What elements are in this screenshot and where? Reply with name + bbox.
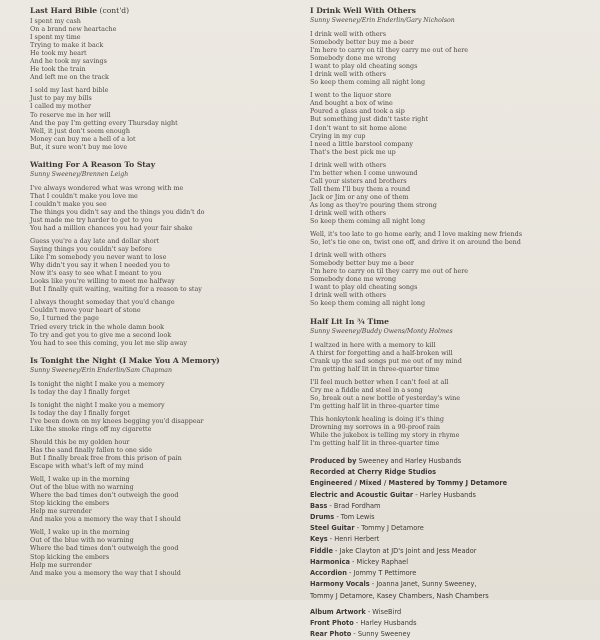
lyric-line: I called my mother (30, 102, 92, 111)
lyric-line: And make you a memory the way that I should (30, 515, 181, 524)
lyric-line: Is today the day I finally forget (30, 408, 131, 417)
credit-separator: - (327, 535, 335, 544)
lyric-line: Saying things you couldn't say before (30, 245, 152, 254)
lyric-line: A thirst for forgetting and a half-broken will (310, 348, 453, 357)
credit-name: Harley Husbands (360, 618, 417, 627)
lyric-line: Out of the blue with no warning (30, 483, 134, 492)
credit-name: Brad Fordham (333, 501, 381, 510)
lyric-line: Where the bad times don't outweigh the good (30, 491, 179, 500)
song-title (310, 317, 595, 327)
lyric-line: I'll feel much better when I can't feel at all (310, 377, 449, 386)
lyric-line: Somebody better buy me a beer (310, 38, 414, 47)
credit-name: Jake Clayton at JD's Joint and Jess Meador (339, 546, 477, 555)
lyric-line: That I couldn't make you love me (30, 191, 138, 200)
lyric-line: Like the smoke rings off my cigarette (30, 424, 152, 433)
lyric-stanza (310, 161, 595, 225)
credit-separator: - (354, 524, 362, 533)
lyric-line: Well, it's too late to go home early, and I love making new friends (310, 230, 523, 239)
credit-role: Produced by (310, 457, 357, 466)
lyric-line: Couldn't move your heart of stone (30, 306, 141, 315)
credit-line (310, 512, 595, 523)
credit-line (310, 618, 595, 629)
credit-role: Recorded at Cherry Ridge Studios (310, 468, 437, 477)
credit-line (310, 557, 595, 568)
lyric-stanza (310, 341, 595, 373)
song-title-text: Waiting For A Reason To Stay (30, 159, 156, 169)
lyric-line: I drink well with others (310, 160, 387, 169)
lyric-line: I sold my last hard bible (30, 86, 109, 95)
lyric-line: Just to pay my bills (30, 94, 92, 103)
song-block (310, 6, 595, 308)
songwriter-credit: Sunny Sweeney/Buddy Owens/Monty Holmes (310, 327, 453, 335)
lyric-line: Call your sisters and brothers (310, 176, 407, 185)
lyric-line: The things you didn't say and the things you didn't do (30, 207, 205, 216)
songwriter-credit: Sunny Sweeney/Brennen Leigh (30, 170, 129, 178)
lyric-line: That's the best pick me up (310, 147, 396, 156)
lyric-line: This honkytonk healing is doing it's thing (310, 414, 444, 423)
lyric-line: While the jukebox is telling my story in rhyme (310, 430, 460, 439)
lyric-line: Well, I wake up in the morning (30, 475, 130, 484)
lyric-line: Escape with what's left of my mind (30, 462, 144, 471)
credit-separator: - (332, 546, 340, 555)
song-title-text: Last Hard Bible (30, 6, 98, 15)
lyric-line: So keep them coming all night long (310, 299, 426, 308)
credit-role: Front Photo (310, 618, 354, 627)
lyric-stanza (30, 528, 292, 576)
credit-separator: - (349, 557, 357, 566)
credit-name: Mickey Raphael (356, 557, 409, 566)
credit-line (310, 629, 595, 640)
lyric-line: I'm here to carry on til they carry me out of here (310, 267, 469, 276)
credit-name: Tommy J Detamore, Kasey Chambers, Nash Chambers (310, 591, 489, 600)
credit-line (310, 534, 595, 545)
lyric-line: Somebody done me wrong (310, 275, 397, 284)
lyric-line: Poured a glass and took a sip (310, 107, 405, 116)
lyric-line: I'm getting half lit in three-quarter time (310, 401, 440, 410)
song-block (30, 356, 292, 577)
credit-line (310, 490, 595, 501)
lyric-line: Crank up the sad songs put me out of my mind (310, 356, 462, 365)
song-title-suffix: (cont'd) (97, 6, 130, 15)
credit-name: Sweeney and Harley Husbands (358, 457, 462, 466)
lyric-line: And bought a box of wine (310, 99, 393, 108)
credit-separator: - (334, 513, 341, 522)
lyric-line: Is tonight the night I make you a memory (30, 379, 165, 388)
left-column (30, 6, 292, 586)
credit-role: Fiddle (310, 546, 333, 555)
lyric-line: As long as they're pouring them strong (310, 200, 437, 209)
lyric-line: Like I'm somebody you never want to lose (30, 253, 167, 262)
lyric-line: I drink well with others (310, 291, 387, 300)
credit-line (310, 568, 595, 579)
song-block (30, 6, 292, 151)
lyric-stanza (310, 91, 595, 155)
lyric-line: And make you a memory the way that I should (30, 568, 181, 577)
lyric-line: Help me surrender (30, 560, 92, 569)
lyric-line: Cry me a fiddle and steel in a song (310, 385, 423, 394)
credit-separator: - (353, 618, 361, 627)
lyric-line: Out of the blue with no warning (30, 536, 134, 545)
lyric-line: Looks like you're willing to meet me halfway (30, 277, 175, 286)
credit-line (310, 523, 595, 534)
credit-line (310, 607, 595, 618)
credit-name: WiseBird (372, 607, 402, 616)
credit-line (310, 591, 595, 602)
lyric-stanza (30, 298, 292, 346)
lyric-line: I'm getting half lit in three-quarter time (310, 364, 440, 373)
credit-line (310, 478, 595, 489)
credit-name: Joanna Janet, Sunny Sweeney, (376, 580, 477, 589)
lyric-line: Tell them I'll buy them a round (310, 184, 411, 193)
lyric-line: I've always wondered what was wrong with me (30, 183, 184, 192)
credit-name: Sunny Sweeney (357, 630, 411, 639)
lyric-line: But I finally quit waiting, waiting for a reason to stay (30, 285, 202, 294)
song-title (30, 6, 292, 16)
lyric-line: I've been down on my knees begging you'd disappear (30, 416, 204, 425)
lyric-line: Crying in my cup (310, 131, 366, 140)
lyric-stanza (30, 86, 292, 150)
credit-name: Jommy T Pettimore (353, 569, 417, 578)
lyric-line: Guess you're a day late and dollar short (30, 237, 160, 246)
lyric-line: Somebody better buy me a beer (310, 259, 414, 268)
lyric-stanza (30, 184, 292, 232)
song-title (30, 356, 292, 366)
credit-name: Harley Husbands (419, 490, 476, 499)
lyric-line: But something just didn't taste right (310, 115, 428, 124)
lyric-stanza (30, 380, 292, 396)
song-block (310, 317, 595, 448)
credit-separator: - (346, 569, 354, 578)
credit-name: Tommy J Detamore (361, 524, 424, 533)
song-title-text: Half Lit In ¾ Time (310, 316, 389, 326)
lyric-line: To try and get you to give me a second look (30, 330, 172, 339)
lyric-stanza (310, 378, 595, 410)
credit-line (310, 456, 595, 467)
credit-role: Bass (310, 501, 328, 510)
lyric-line: I waltzed in here with a memory to kill (310, 340, 436, 349)
lyric-line: But I finally break free from this prison of pain (30, 454, 182, 463)
credit-role: Keys (310, 535, 328, 544)
lyric-line: Now it's easy to see what I meant to you (30, 269, 162, 278)
song-title (30, 160, 292, 170)
lyric-line: So, I turned the page (30, 314, 99, 323)
song-title (310, 6, 595, 16)
lyric-line: Stop kicking the embers (30, 499, 110, 508)
lyric-line: But, it sure won't buy me love (30, 142, 128, 151)
lyric-line: You had a million chances you had your fair shake (30, 223, 193, 232)
song-block (30, 160, 292, 347)
credit-line (310, 546, 595, 557)
lyric-line: I drink well with others (310, 70, 387, 79)
lyric-stanza (30, 401, 292, 433)
lyric-line: Help me surrender (30, 507, 92, 516)
songwriter-credit: Sunny Sweeney/Erin Enderlin/Sam Chapman (30, 366, 172, 374)
credit-role: Album Artwork (310, 607, 366, 616)
lyric-line: I don't want to sit home alone (310, 123, 407, 132)
right-column (310, 6, 595, 640)
lyric-line: I'm getting half lit in three-quarter time (310, 439, 440, 448)
lyric-stanza (310, 230, 595, 246)
lyric-line: Is today the day I finally forget (30, 387, 131, 396)
lyric-line: And left me on the track (30, 73, 109, 82)
lyric-stanza (30, 475, 292, 523)
lyric-line: He took the train (30, 65, 86, 74)
songwriter-credit: Sunny Sweeney/Erin Enderlin/Gary Nicholson (310, 17, 455, 24)
lyric-line: Has the sand finally fallen to one side (30, 445, 153, 454)
lyric-line: I want to play old cheating songs (310, 283, 418, 292)
lyric-line: I'm better when I come unwound (310, 168, 418, 177)
lyric-line: Just made me try harder to get to you (30, 215, 153, 224)
credit-role: Harmonica (310, 557, 350, 566)
lyric-line: I always thought someday that you'd change (30, 298, 175, 307)
lyric-line: I need a little barstool company (310, 139, 413, 148)
lyric-line: I want to play old cheating songs (310, 62, 418, 71)
lyric-line: Tried every trick in the whole damn book (30, 322, 165, 331)
lyric-line: Where the bad times don't outweigh the good (30, 544, 179, 553)
lyric-line: To reserve me in her will (30, 110, 111, 119)
credit-line (310, 501, 595, 512)
lyric-line: Money can buy me a hell of a lot (30, 134, 136, 143)
lyric-line: Should this be my golden hour (30, 437, 130, 446)
credit-separator: - (327, 501, 334, 510)
lyric-line: I couldn't make you see (30, 199, 107, 208)
credit-separator: - (369, 580, 377, 589)
lyric-stanza (30, 438, 292, 470)
lyric-stanza (310, 251, 595, 307)
lyric-stanza (310, 30, 595, 86)
lyric-line: And the pay I'm getting every Thursday night (30, 118, 178, 127)
lyric-line: Drowning my sorrows in a 90-proof rain (310, 422, 441, 431)
lyric-line: So keep them coming all night long (310, 217, 426, 226)
lyric-line: Stop kicking the embers (30, 552, 110, 561)
lyric-line: Why didn't you say it when I needed you to (30, 261, 170, 270)
lyric-line: I drink well with others (310, 251, 387, 260)
lyric-line: Trying to make it back (30, 41, 104, 50)
album-credits (310, 456, 595, 640)
credit-line (310, 467, 595, 478)
credit-separator: - (351, 630, 358, 639)
lyric-line: I drink well with others (310, 208, 387, 217)
lyric-stanza (30, 17, 292, 81)
credit-separator: - (365, 607, 373, 616)
lyric-line: You had to see this coming, you let me slip away (30, 338, 187, 347)
lyric-line: I'm here to carry on til they carry me out of here (310, 46, 469, 55)
lyric-line: Is tonight the night I make you a memory (30, 400, 165, 409)
lyric-line: Well, I wake up in the morning (30, 528, 130, 537)
lyric-line: So, let's tie one on, twist one off, and drive it on around the bend (310, 238, 521, 247)
credit-name: Henri Herbert (334, 535, 380, 544)
lyric-line: And he took my savings (30, 57, 107, 66)
lyric-stanza (30, 237, 292, 293)
credit-role: Engineered / Mixed / Mastered by Tommy J Detamore (310, 479, 508, 488)
lyric-line: So, break out a new bottle of yesterday's wine (310, 393, 460, 402)
credit-role: Accordion (310, 569, 347, 578)
credit-role: Electric and Acoustic Guitar (310, 490, 414, 499)
credit-role: Rear Photo (310, 630, 352, 639)
lyric-line: I spent my cash (30, 17, 81, 25)
song-title-text: Is Tonight the Night (I Make You A Memory) (30, 355, 220, 365)
credit-separator: - (413, 490, 420, 499)
lyric-line: Somebody done me wrong (310, 54, 397, 63)
credit-role: Harmony Vocals (310, 580, 370, 589)
lyric-line: So keep them coming all night long (310, 78, 426, 87)
lyric-line: Jack or Jim or any one of them (310, 192, 409, 201)
credit-line (310, 579, 595, 590)
credit-role: Steel Guitar (310, 524, 355, 533)
lyric-line: On a brand new heartache (30, 25, 117, 34)
lyric-line: I spent my time (30, 33, 81, 42)
lyric-line: I went to the liquor store (310, 91, 392, 100)
credit-role: Drums (310, 513, 335, 522)
lyric-line: Well, it just don't seem enough (30, 126, 131, 135)
lyric-stanza (310, 415, 595, 447)
credit-name: Tom Lewis (340, 513, 375, 522)
lyric-line: I drink well with others (310, 30, 387, 38)
lyric-line: He took my heart (30, 49, 87, 58)
song-title-text: I Drink Well With Others (310, 6, 416, 15)
